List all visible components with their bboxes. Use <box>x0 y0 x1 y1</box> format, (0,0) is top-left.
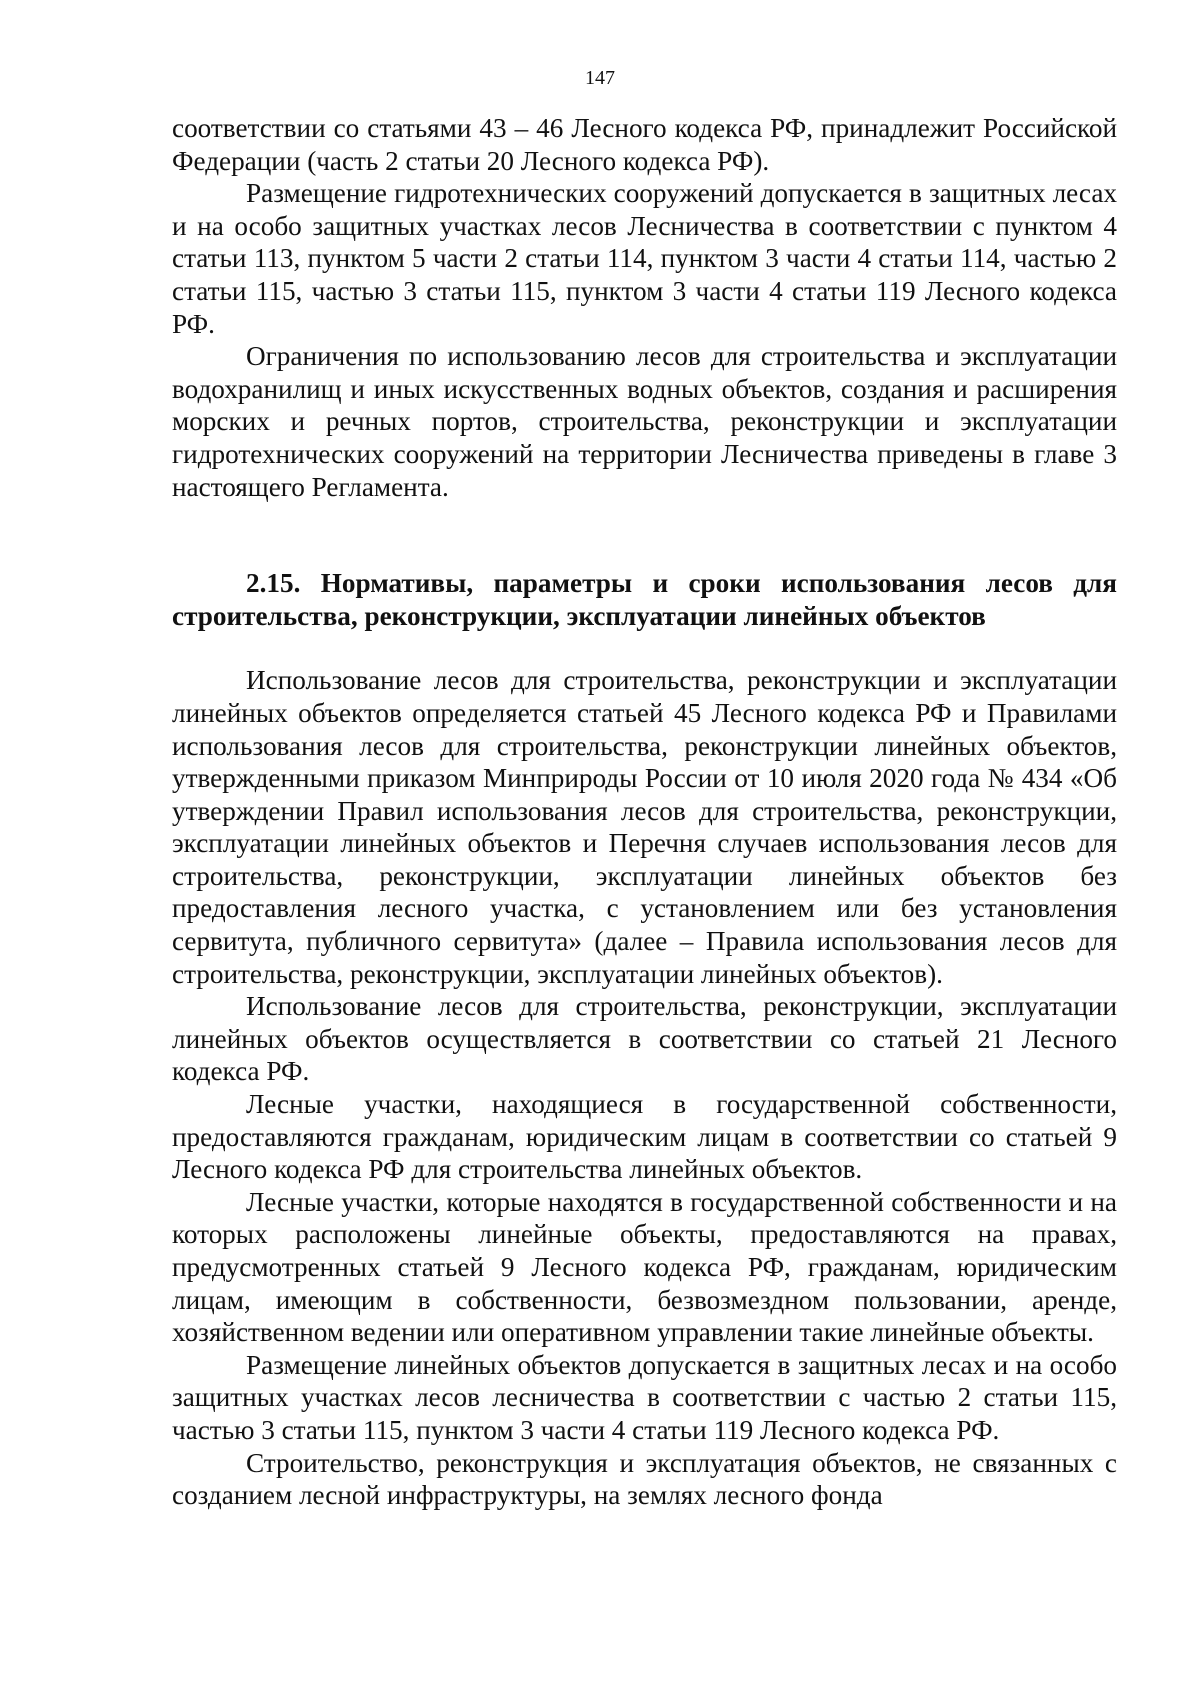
paragraph-protective-forests: Размещение линейных объектов допускается в защитных лесах и на особо защитных участках лесов лесничества в соответствии с частью 2 статьи 115, частью 3 статьи 115, пунктом 3 части 4 статьи 119 Лесного кодекса РФ. <box>172 1349 1117 1445</box>
paragraph-plots-with-linear-objects: Лесные участки, которые находятся в государственной собственности и на которых расположены линейные объекты, предоставляются на правах, предусмотренных статьей 9 Лесного кодекса РФ, гражданам, юридическим лицам, имеющим в собственности, безвозмездном пользовании, аренде, хозяйственном ведении или оперативном управлении такие линейные объекты. <box>172 1186 1117 1348</box>
paragraph-continuation: соответствии со статьями 43 – 46 Лесного кодекса РФ, принадлежит Российской Федерации (часть 2 статьи 20 Лесного кодекса РФ). <box>172 113 1117 176</box>
paragraph-hydrotechnical-placement: Размещение гидротехнических сооружений допускается в защитных лесах и на особо защитных участках лесов Лесничества в соответствии с пунктом 4 статьи 113, пунктом 5 части 2 статьи 114, пунктом 3 части 4 статьи 114, частью 2 статьи 115, частью 3 статьи 115, пунктом 3 части 4 статьи 119 Лесного кодекса РФ. <box>172 178 1117 339</box>
page-content <box>172 112 1117 1512</box>
paragraph-article-21: Использование лесов для строительства, реконструкции, эксплуатации линейных объектов осуществляется в соответствии со статьей 21 Лесного кодекса РФ. <box>172 991 1117 1087</box>
paragraph-state-property-plots: Лесные участки, находящиеся в государственной собственности, предоставляются гражданам, юридическим лицам в соответствии со статьей 9 Лесного кодекса РФ для строительства линейных объектов. <box>172 1089 1117 1185</box>
paragraph-restrictions: Ограничения по использованию лесов для строительства и эксплуатации водохранилищ и иных искусственных водных объектов, создания и расширения морских и речных портов, строительства, реконструкции и эксплуатации гидротехнических сооружений на территории Лесничества приведены в главе 3 настоящего Регламента. <box>172 341 1117 502</box>
paragraph-use-of-forests: Использование лесов для строительства, реконструкции и эксплуатации линейных объектов определяется статьей 45 Лесного кодекса РФ и Правилами использования лесов для строительства, реконструкции линейных объектов, утвержденными приказом Минприроды России от 10 июля 2020 года № 434 «Об утверждении Правил использования лесов для строительства, реконструкции, эксплуатации линейных объектов и Перечня случаев использования лесов для строительства, реконструкции, эксплуатации линейных объектов без предоставления лесного участка, с установлением или без установления сервитута, публичного сервитута» (далее – Правила использования лесов для строительства, реконструкции, эксплуатации линейных объектов). <box>172 665 1117 989</box>
paragraph-construction-non-forest: Строительство, реконструкция и эксплуатация объектов, не связанных с созданием лесной инфраструктуры, на землях лесного фонда <box>172 1447 1117 1511</box>
page-number: 147 <box>585 67 615 89</box>
section-heading: 2.15. Нормативы, параметры и сроки использования лесов для строительства, реконструкции, эксплуатации линейных объектов <box>172 568 1117 631</box>
